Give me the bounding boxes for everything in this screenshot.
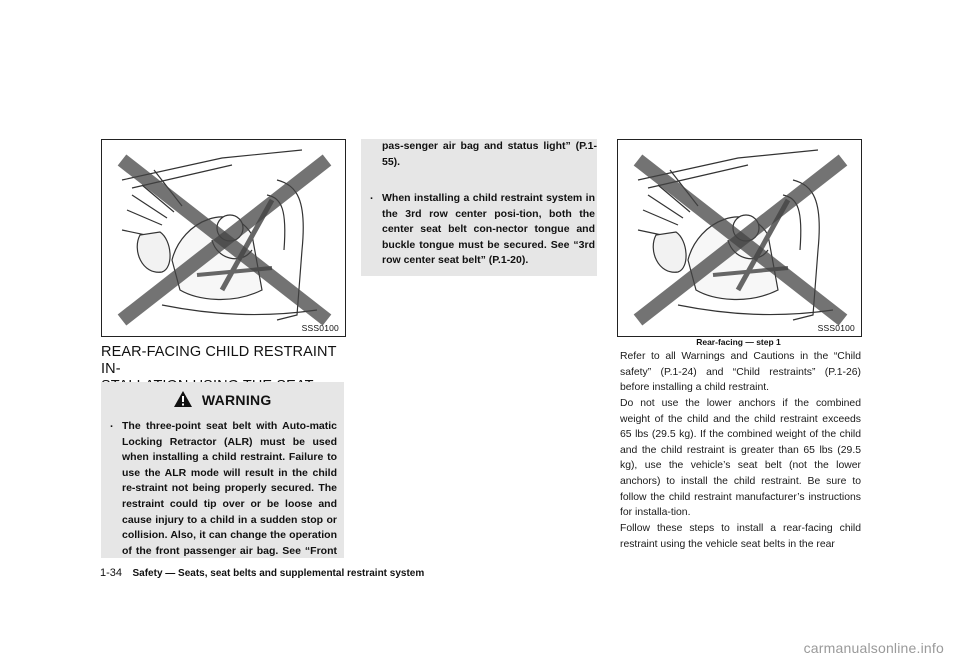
warning-box [101,382,344,558]
warning-item-1: The three-point seat belt with Auto-matic Locking Retractor (ALR) must be used when installing a child restraint. Failure to use the ALR mode will result in the child re-straint not being properly secured. The restraint could tip over or be loose and cause injury to a child in a sudden stop or collision. Also, it can change the operation of the front passenger air bag. See “Front [122,420,337,557]
bullet-1: . [110,418,114,430]
figure-crossed-out-step-1 [617,139,862,337]
warning-item-1-continued-viewport [382,139,597,187]
figure-caption: Rear-facing — step 1 [696,337,781,347]
illustration-rear-facing-step-1 [618,140,861,336]
paragraph-refer-warnings: Refer to all Warnings and Cautions in the “Child safety” (P.1-24) and “Child restraints” (P.1-26) before installing a child restraint. [620,351,861,394]
footer-title: Safety — Seats, seat belts and supplemental restraint system [132,568,425,579]
warning-header [101,390,344,410]
warning-triangle-icon [173,390,193,408]
warning-item-2: When installing a child restraint system in the 3rd row center posi-tion, both the center seat belt con-nector tongue and buckle tongue must be secured. See “3rd row center seat belt” (P.1-20). [382,192,595,267]
page-footer [100,563,424,581]
bullet-2: . [370,190,374,202]
warning-box-continued [361,139,597,276]
paragraph-lower-anchors: Do not use the lower anchors if the combined weight of the child and the child restraint exceeds 65 lbs (29.5 kg). If the combined weight of the child and the child restraint is greater than 65 lbs (29.5 kg), use the vehicle’s seat belt (not the lower anchors) to install the child restraint. Be sure to follow the child restraint manufacturer’s instructions for installa-tion. [620,398,861,519]
figure-code: SSS0100 [301,323,339,333]
warning-item-1-continued: pas-senger air bag and status light” (P.1-55). [382,139,597,168]
paragraph-follow-steps: Follow these steps to install a rear-facing child restraint using the vehicle seat belts in the rear [620,523,861,550]
watermark: carmanualsonline.info [803,640,944,656]
figure-code: SSS0100 [817,323,855,333]
figure-crossed-out-front-seat [101,139,346,337]
heading-line-1: REAR-FACING CHILD RESTRAINT IN- [101,344,337,377]
page-number: 1-34 [100,567,123,579]
warning-item-1-viewport [122,419,337,559]
illustration-rear-facing-front-seat [102,140,345,336]
warning-title: WARNING [201,392,272,408]
